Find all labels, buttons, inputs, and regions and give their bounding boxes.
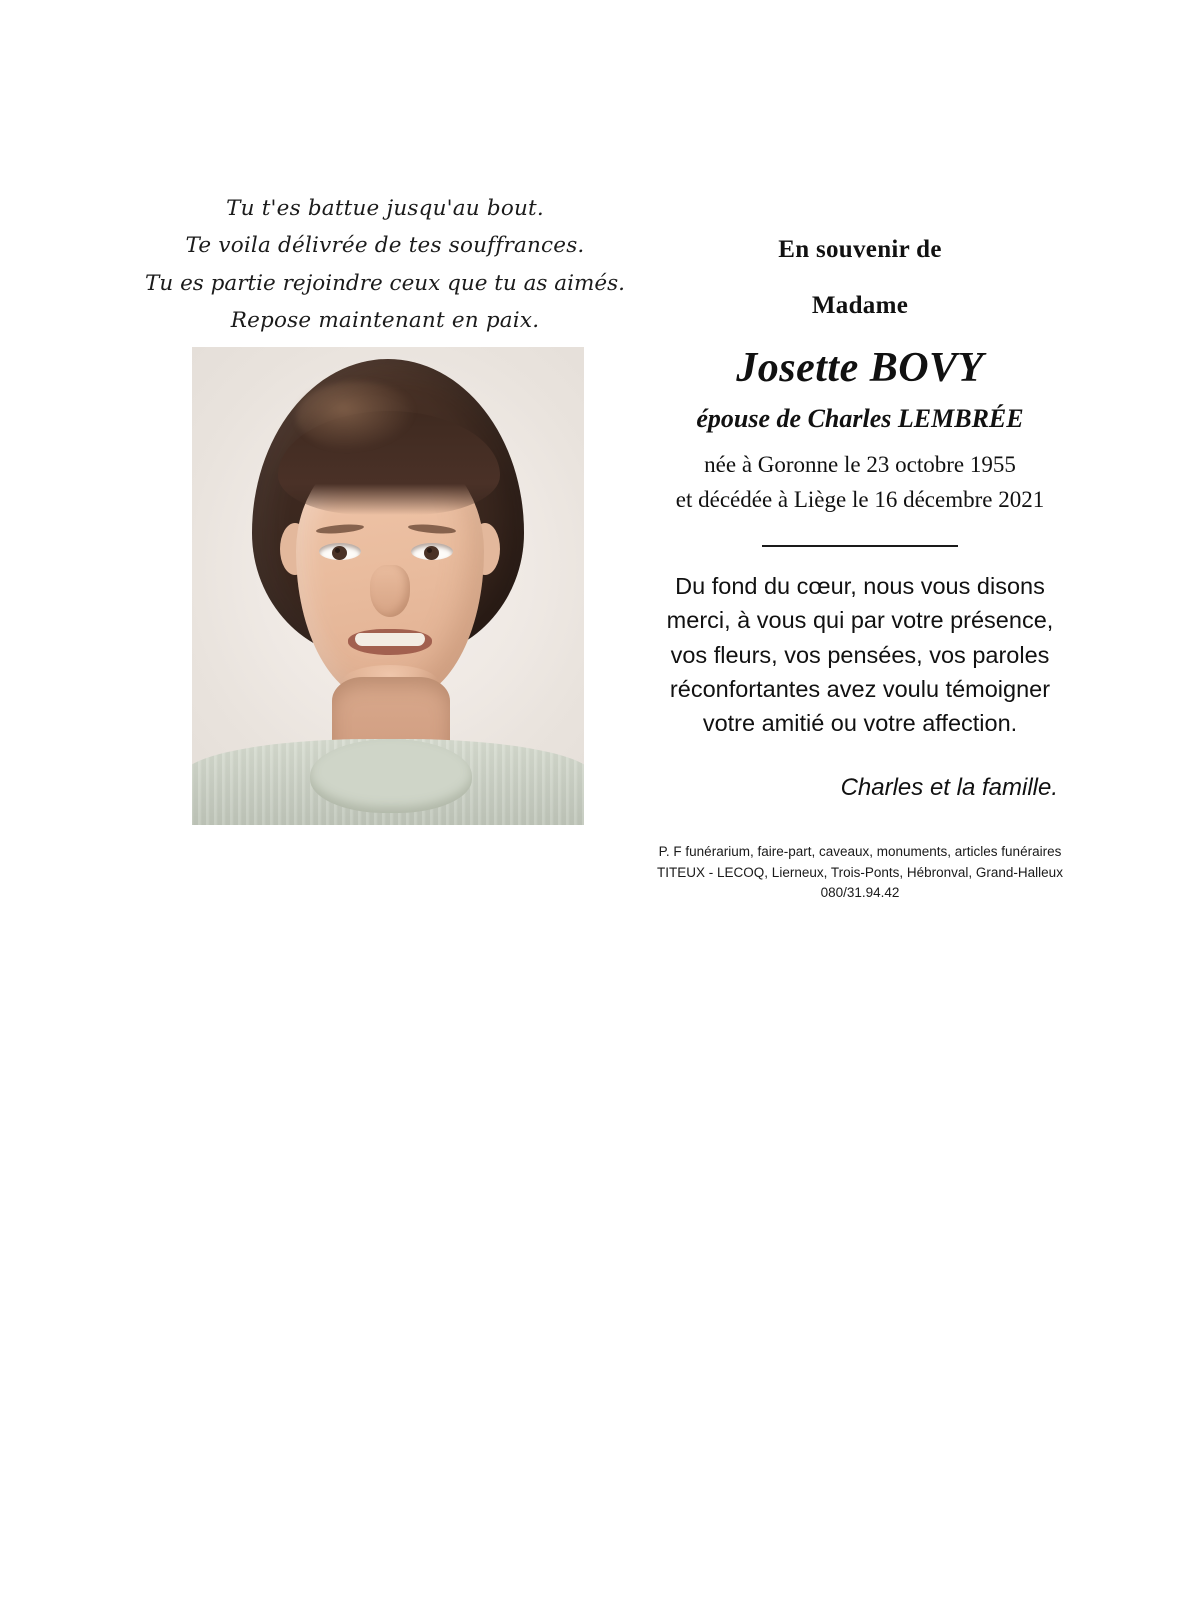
portrait-image <box>192 347 584 825</box>
death-line: et décédée à Liège le 16 décembre 2021 <box>675 486 1045 512</box>
portrait-nose <box>370 565 410 617</box>
portrait-collar <box>310 739 472 813</box>
poem-line-1: Tu t'es battue jusqu'au bout. <box>226 196 544 221</box>
portrait-teeth <box>355 633 425 646</box>
footer-line-1: P. F funérarium, faire-part, caveaux, monuments, articles funéraires <box>658 844 1062 860</box>
section-divider <box>762 545 958 547</box>
in-memory-of-label: En souvenir de <box>778 236 942 263</box>
funeral-home-footer <box>640 842 1080 903</box>
birth-line: née à Goronne le 23 octobre 1955 <box>704 452 1016 477</box>
signature-line: Charles et la famille. <box>840 774 1058 802</box>
memorial-text-block <box>640 236 1080 903</box>
footer-line-2: TITEUX - LECOQ, Lierneux, Trois-Ponts, Hébronval, Grand-Halleux 080/31.94.42 <box>657 864 1063 900</box>
thanks-line-3: vos fleurs, vos pensées, vos paroles <box>670 641 1050 668</box>
portrait-pupil-left <box>332 546 347 560</box>
portrait-pupil-right <box>424 546 439 560</box>
portrait-mouth <box>348 629 432 655</box>
portrait-hair-highlight <box>296 381 416 451</box>
thanks-line-1: Du fond du cœur, nous vous disons <box>675 573 1045 599</box>
portrait-eye-right <box>411 543 453 560</box>
spouse-line: épouse de Charles LEMBRÉE <box>696 404 1024 433</box>
poem-line-4: Repose maintenant en paix. <box>230 308 540 334</box>
thanks-line-4: réconfortantes avez voulu témoigner <box>669 675 1051 702</box>
portrait-photo <box>192 347 584 825</box>
thanks-line-2: merci, à vous qui par votre présence, <box>666 607 1054 634</box>
poem-text <box>145 190 625 340</box>
honorific-title: Madame <box>811 292 909 319</box>
portrait-eye-left <box>319 543 361 560</box>
thanks-line-5: votre amitié ou votre affection. <box>702 710 1018 737</box>
poem-block <box>145 190 625 340</box>
poem-line-2: Te voila délivrée de tes souffrances. <box>185 233 585 259</box>
thanks-message <box>640 569 1080 740</box>
poem-line-3: Tu es partie rejoindre ceux que tu as aimés. <box>145 270 625 296</box>
deceased-name: Josette BOVY <box>736 345 984 391</box>
